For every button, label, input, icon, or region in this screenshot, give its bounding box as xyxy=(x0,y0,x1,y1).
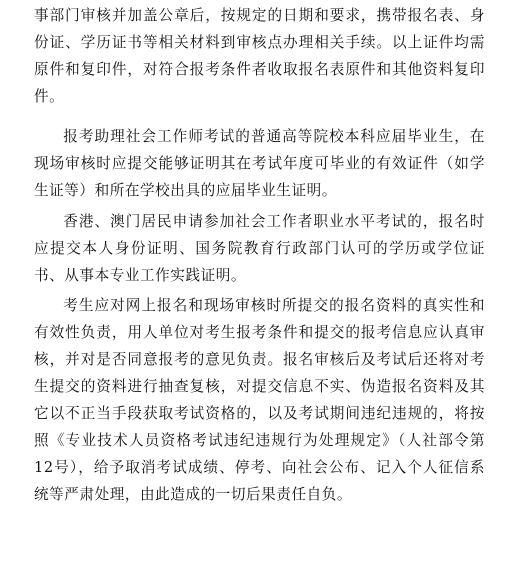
paragraph-hk-macau-applicants: 香港、澳门居民申请参加社会工作者职业水平考试的，报名时应提交本人身份证明、国务院教育行政部门认可的学历或学位证书、从事本专业工作实践证明。 xyxy=(34,213,485,284)
paragraph-registration-materials: 事部门审核并加盖公章后，按规定的日期和要求，携带报名表、身份证、学历证书等相关材料到审核点办理相关手续。以上证件均需原件和复印件，对符合报考条件者收取报名表原件和其他资料复印件。 xyxy=(34,7,485,105)
paragraph-applicant-responsibility: 考生应对网上报名和现场审核时所提交的报名资料的真实性和有效性负责，用人单位对考生报考条件和提交的报考信息应认真审核，并对是否同意报考的意见负责。报名审核后及考试后还将对考生提交的资料进行抽查复核，对提交信息不实、伪造报名资料及其它以不正当手段获取考试资格的，以及考试期间违纪违规的，将按照《专业技术人员资格考试违纪违规行为处理规定》（人社部令第12号），给予取消考试成绩、停考、向社会公布、记入个人征信系统等严肃处理，由此造成的一切后果责任自负。 xyxy=(34,297,485,503)
paragraph-graduate-applicants: 报考助理社会工作师考试的普通高等院校本科应届毕业生，在现场审核时应提交能够证明其在考试年度可毕业的有效证件（如学生证等）和所在学校出具的应届毕业生证明。 xyxy=(34,128,485,199)
document-page xyxy=(0,2,505,564)
